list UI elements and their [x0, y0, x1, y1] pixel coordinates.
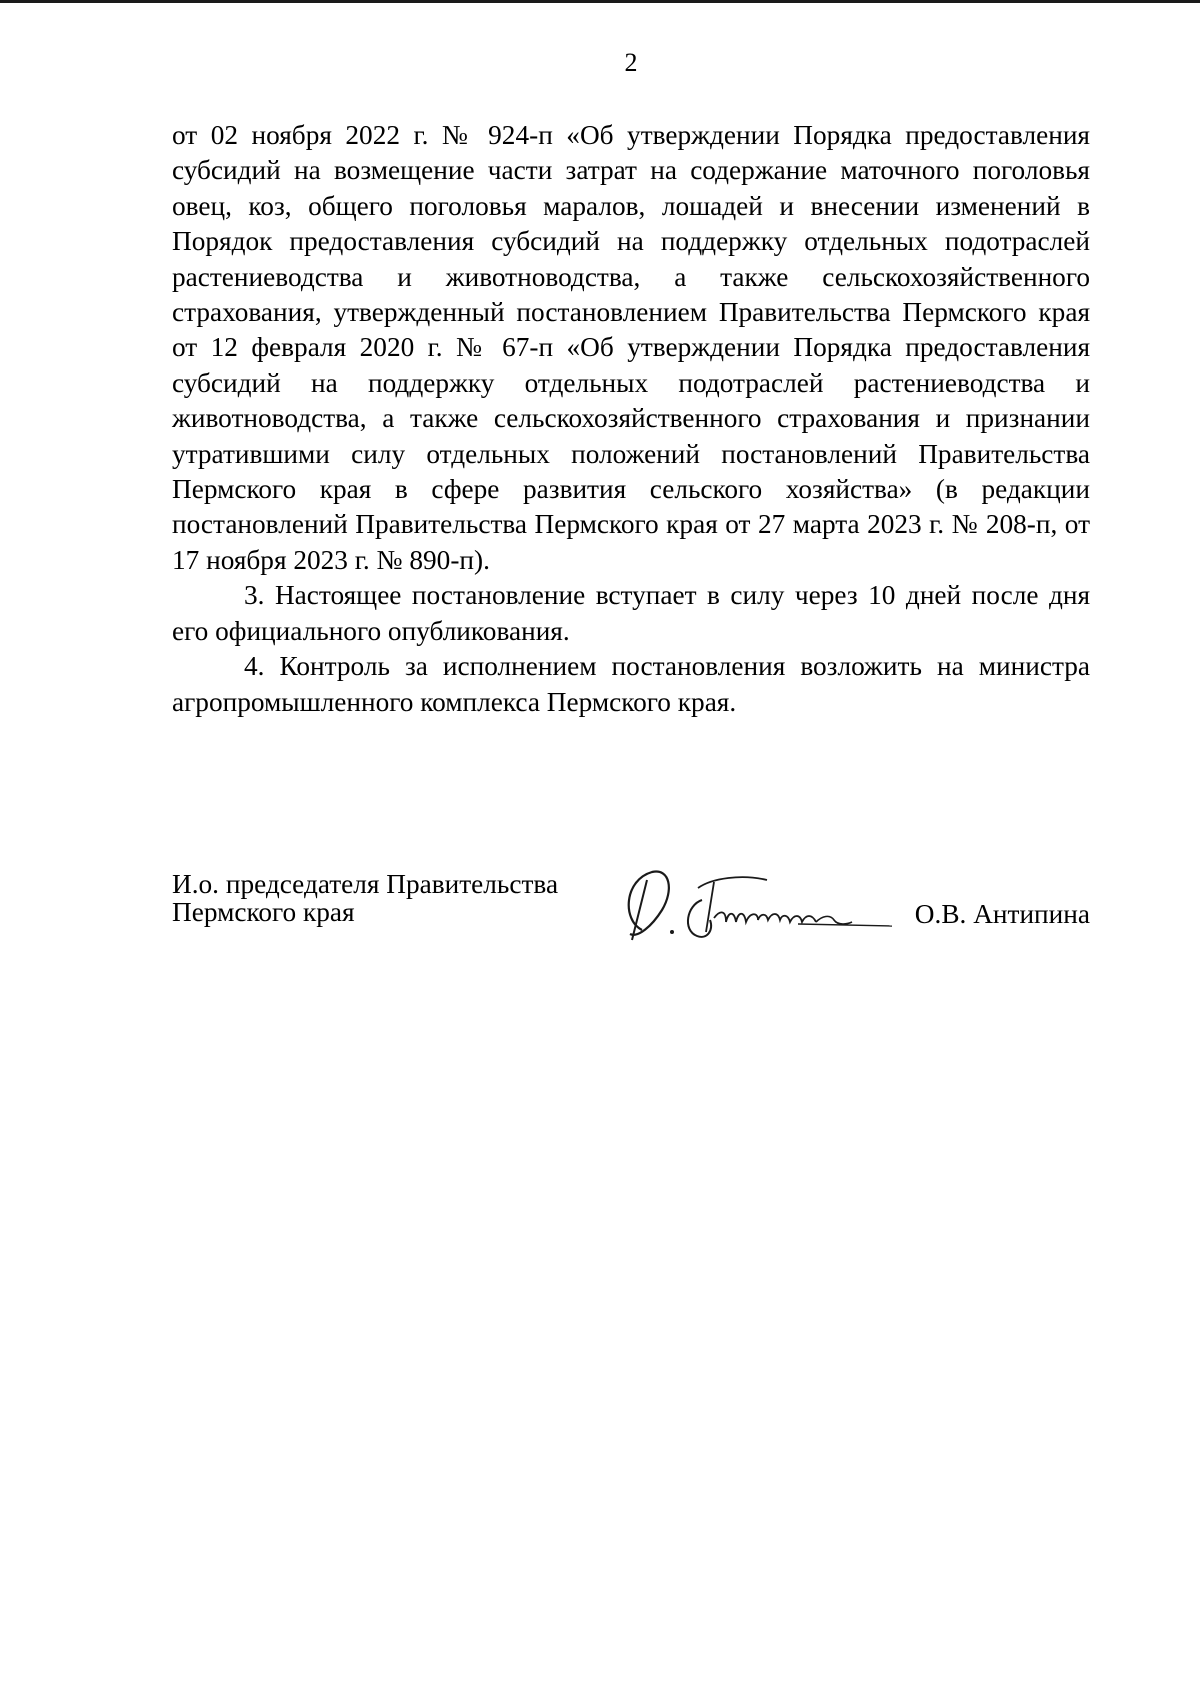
scan-top-border: [0, 0, 1200, 3]
signer-position-line-2: Пермского края: [172, 897, 355, 927]
signer-name: О.В. Антипина: [914, 899, 1090, 929]
handwritten-signature: [602, 860, 902, 950]
signer-position: [172, 870, 558, 926]
signer-position-line-1: И.о. председателя Правительства: [172, 869, 559, 899]
paragraph-3: 3. Настоящее постановление вступает в силу через 10 дней после дня его официального опубликования.: [172, 580, 1090, 646]
page-number: 2: [624, 48, 638, 77]
paragraph-4: 4. Контроль за исполнением постановления возложить на министра агропромышленного комплекса Пермского края.: [172, 651, 1090, 717]
document-body: [172, 118, 1090, 720]
paragraph-continuation: от 02 ноября 2022 г. № 924-п «Об утверждении Порядка предоставления субсидий на возмещение части затрат на содержание маточного поголовья овец, коз, общего поголовья маралов, лошадей и внесении изменений в Порядок предоставления субсидий на поддержку отдельных подотраслей растениеводства и животноводства, а также сельскохозяйственного страхования, утвержденный постановлением Правительства Пермского края от 12 февраля 2020 г. № 67-п «Об утверждении Порядка предоставления субсидий на поддержку отдельных подотраслей растениеводства и животноводства, а также сельскохозяйственного страхования и признании утратившими силу отдельных положений постановлений Правительства Пермского края в сфере развития сельского хозяйства» (в редакции постановлений Правительства Пермского края от 27 марта 2023 г. № 208-п, от 17 ноября 2023 г. № 890-п).: [172, 120, 1090, 575]
signature-block: [172, 870, 1090, 950]
